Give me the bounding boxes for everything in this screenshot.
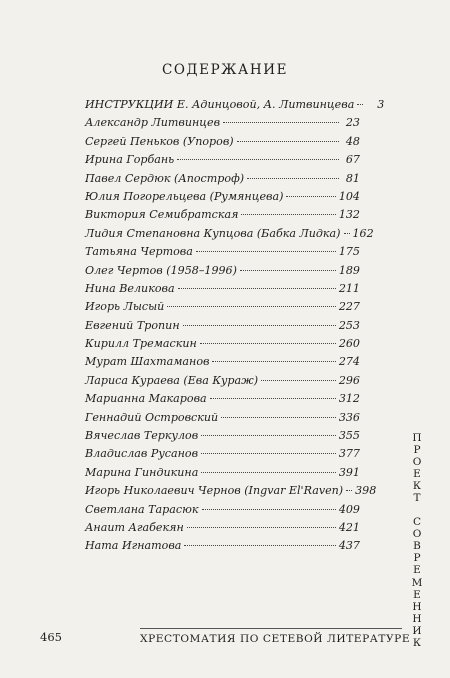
toc-entry-page: 3 xyxy=(377,98,385,111)
dot-leader xyxy=(167,306,335,307)
dot-leader xyxy=(357,104,363,105)
dot-leader xyxy=(240,270,336,271)
side-letter: Е xyxy=(413,468,421,481)
dot-leader xyxy=(241,214,335,215)
side-letter: Р xyxy=(413,444,421,457)
toc-entry-title: Марина Гиндикина xyxy=(85,465,199,479)
toc-entry-page: 104 xyxy=(338,189,360,203)
toc-entry-title: Кирилл Тремаскин xyxy=(85,337,197,351)
toc-entry xyxy=(85,98,385,116)
side-letter: О xyxy=(412,528,422,541)
dot-leader xyxy=(344,233,350,234)
side-letter: О xyxy=(412,456,422,469)
dot-leader xyxy=(210,398,336,399)
dot-leader xyxy=(237,141,339,142)
toc-entry-title: Нина Великова xyxy=(85,281,175,295)
toc-entry xyxy=(85,337,360,355)
toc-entry-title: Виктория Семибратская xyxy=(85,208,239,222)
dot-leader xyxy=(346,490,352,491)
toc-entry-title: Юлия Погорельцева (Румянцева) xyxy=(85,189,284,203)
footer-rule xyxy=(140,628,402,629)
toc-entry-title: Владислав Русанов xyxy=(85,447,199,461)
toc-entry xyxy=(85,429,360,447)
toc-entry xyxy=(85,374,360,392)
side-letter: В xyxy=(413,540,421,553)
side-letter: И xyxy=(412,624,422,637)
toc-entry-page: 421 xyxy=(338,520,360,534)
toc-entry xyxy=(85,447,360,465)
toc-entry-title: Светлана Тарасюк xyxy=(85,502,199,516)
toc-entry-title: Лидия Степановна Купцова (Бабка Лидка) xyxy=(85,226,341,240)
toc-entry-title: Александр Литвинцев xyxy=(85,116,221,130)
side-letter: Р xyxy=(413,552,421,565)
toc-entry-page: 132 xyxy=(338,208,360,222)
toc-entry-page: 162 xyxy=(352,226,374,240)
toc-entry-page: 409 xyxy=(338,502,360,516)
side-letter: М xyxy=(411,576,423,589)
toc-entry-title: Олег Чертов (1958–1996) xyxy=(85,263,237,277)
side-letter: К xyxy=(412,636,422,649)
toc-entry-title: Евгений Тропин xyxy=(85,318,180,332)
toc-entry-page: 189 xyxy=(338,263,360,277)
side-letter: Н xyxy=(412,600,422,613)
toc-entry xyxy=(85,116,360,134)
dot-leader xyxy=(184,545,335,546)
toc-entry-page: 377 xyxy=(338,447,360,461)
dot-leader xyxy=(221,417,336,418)
toc-entry xyxy=(85,264,360,282)
dot-leader xyxy=(187,527,336,528)
dot-leader xyxy=(200,343,336,344)
toc-entry-page: 312 xyxy=(338,392,360,406)
dot-leader xyxy=(201,435,336,436)
toc-entry xyxy=(85,484,377,502)
table-of-contents xyxy=(85,98,385,558)
running-title: ХРЕСТОМАТИЯ ПО СЕТЕВОЙ ЛИТЕРАТУРЕ xyxy=(140,633,411,645)
toc-entry-page: 67 xyxy=(345,153,360,167)
toc-entry-page: 296 xyxy=(338,373,360,387)
toc-entry-page: 260 xyxy=(338,337,360,351)
toc-entry-page: 391 xyxy=(338,465,360,479)
toc-entry-title: Ната Игнатова xyxy=(85,539,182,553)
dot-leader xyxy=(201,472,335,473)
toc-entry-page: 227 xyxy=(338,300,360,314)
toc-entry xyxy=(85,411,360,429)
toc-entry xyxy=(85,466,360,484)
side-letter: Е xyxy=(413,588,421,601)
toc-entry-page: 336 xyxy=(338,410,360,424)
dot-leader xyxy=(286,196,335,197)
toc-entry-page: 398 xyxy=(355,484,377,498)
toc-entry-page: 48 xyxy=(345,134,360,148)
dot-leader xyxy=(196,251,336,252)
toc-entry xyxy=(85,190,360,208)
toc-entry-title: Татьяна Чертова xyxy=(85,245,193,259)
toc-entry-title: Игорь Лысый xyxy=(85,300,165,314)
toc-entry-title: Марианна Макарова xyxy=(85,392,207,406)
toc-entry-title: ИНСТРУКЦИИ Е. Адинцовой, А. Литвинцева xyxy=(85,98,355,111)
side-letter: Н xyxy=(412,612,422,625)
toc-entry xyxy=(85,282,360,300)
dot-leader xyxy=(201,453,336,454)
dot-leader xyxy=(247,178,339,179)
toc-entry xyxy=(85,319,360,337)
toc-entry-page: 175 xyxy=(338,245,360,259)
toc-entry-page: 23 xyxy=(345,116,360,130)
toc-entry-page: 274 xyxy=(338,355,360,369)
dot-leader xyxy=(223,122,339,123)
toc-entry xyxy=(85,392,360,410)
dot-leader xyxy=(202,509,336,510)
toc-entry-title: Вячеслав Теркулов xyxy=(85,429,199,443)
dot-leader xyxy=(261,380,336,381)
dot-leader xyxy=(178,288,336,289)
toc-entry-title: Геннадий Островский xyxy=(85,410,219,424)
toc-entry-title: Павел Сердюк (Апостроф) xyxy=(85,171,245,185)
side-letter: Т xyxy=(413,492,421,505)
toc-entry xyxy=(85,226,374,245)
toc-entry xyxy=(85,521,360,539)
side-letter: П xyxy=(412,432,422,444)
side-letter: К xyxy=(412,480,422,493)
toc-entry-page: 355 xyxy=(338,429,360,443)
toc-entry xyxy=(85,135,360,153)
dot-leader xyxy=(183,325,336,326)
toc-entry xyxy=(85,355,360,373)
toc-entry-title: Анаит Агабекян xyxy=(85,520,184,534)
toc-entry xyxy=(85,539,360,557)
vertical-side-text xyxy=(409,432,425,649)
toc-entry xyxy=(85,172,360,190)
toc-entry-title: Мурат Шахтаманов xyxy=(85,355,210,369)
toc-entry xyxy=(85,300,360,318)
dot-leader xyxy=(212,361,335,362)
toc-entry-page: 211 xyxy=(338,281,360,295)
toc-entry-title: Игорь Николаевич Чернов (Ingvar El'Raven) xyxy=(85,484,344,498)
dot-leader xyxy=(177,159,339,160)
page-title: СОДЕРЖАНИЕ xyxy=(161,62,289,78)
toc-entry-title: Лариса Кураева (Ева Кураж) xyxy=(85,373,259,387)
toc-entry-page: 253 xyxy=(338,318,360,332)
toc-entry xyxy=(85,503,360,521)
toc-entry xyxy=(85,245,360,263)
toc-entry-page: 437 xyxy=(338,539,360,553)
toc-entry-title: Сергей Пеньков (Упоров) xyxy=(85,134,234,148)
side-letter: Е xyxy=(413,564,421,577)
page-number: 465 xyxy=(40,630,62,644)
toc-entry-page: 81 xyxy=(345,171,360,185)
toc-entry-title: Ирина Горбань xyxy=(85,153,175,167)
toc-entry xyxy=(85,208,360,226)
side-letter: С xyxy=(412,516,422,529)
toc-entry xyxy=(85,153,360,171)
